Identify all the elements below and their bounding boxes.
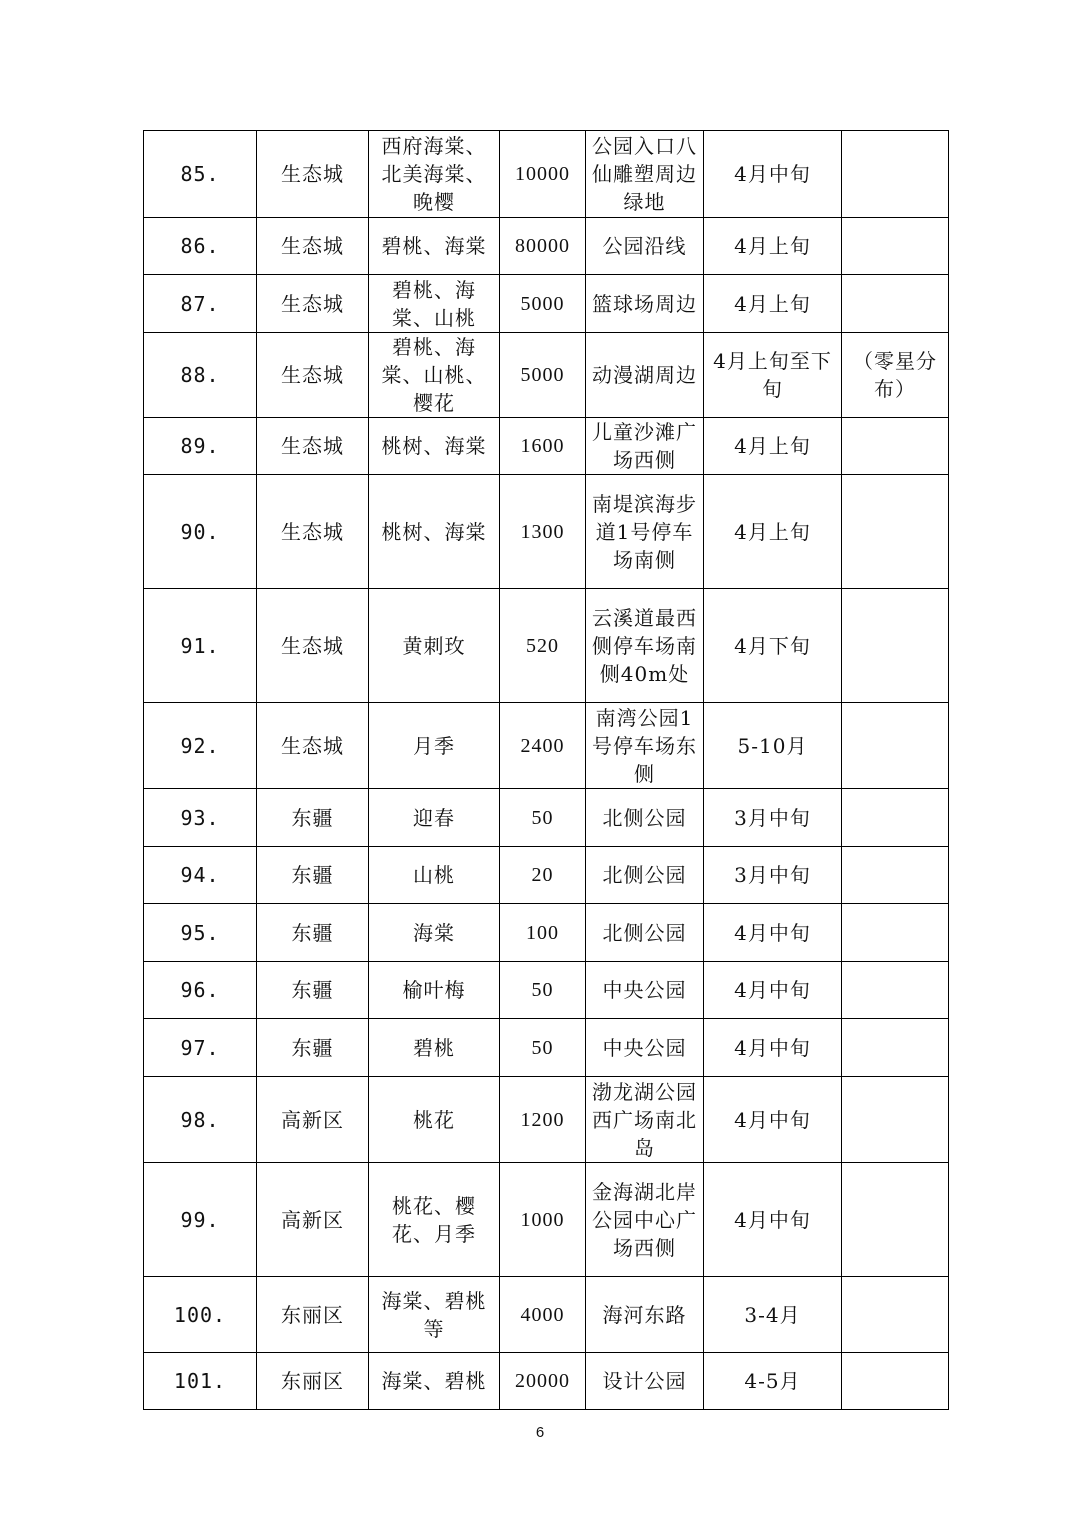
row-index: 98. (144, 1077, 257, 1163)
row-index: 99. (144, 1163, 257, 1277)
table-row (144, 703, 949, 789)
table-body (144, 131, 949, 1410)
quantity-cell: 50 (500, 962, 586, 1019)
table-row (144, 904, 949, 962)
species-cell: 桃树、海棠 (369, 418, 500, 475)
quantity-cell: 100 (500, 904, 586, 962)
note-cell (842, 589, 949, 703)
row-index: 85. (144, 131, 257, 218)
quantity-cell: 1200 (500, 1077, 586, 1163)
species-cell: 碧桃 (369, 1019, 500, 1077)
species-cell: 桃花、樱花、月季 (369, 1163, 500, 1277)
note-cell (842, 904, 949, 962)
location-cell: 公园沿线 (586, 218, 704, 275)
quantity-cell: 2400 (500, 703, 586, 789)
district-cell: 高新区 (257, 1077, 369, 1163)
bloom-period-cell: 4月下旬 (704, 589, 842, 703)
species-cell: 西府海棠、北美海棠、晚樱 (369, 131, 500, 218)
species-cell: 碧桃、海棠、山桃 (369, 275, 500, 333)
district-cell: 生态城 (257, 218, 369, 275)
row-index: 89. (144, 418, 257, 475)
bloom-period-cell: 4月中旬 (704, 904, 842, 962)
bloom-period-cell: 4月中旬 (704, 962, 842, 1019)
note-cell (842, 218, 949, 275)
table-row (144, 589, 949, 703)
bloom-period-cell: 4月中旬 (704, 1077, 842, 1163)
location-cell: 南湾公园1号停车场东侧 (586, 703, 704, 789)
quantity-cell: 10000 (500, 131, 586, 218)
species-cell: 月季 (369, 703, 500, 789)
note-cell (842, 1277, 949, 1353)
location-cell: 中央公园 (586, 962, 704, 1019)
note-cell (842, 1353, 949, 1410)
note-cell: （零星分布） (842, 333, 949, 418)
row-index: 100. (144, 1277, 257, 1353)
quantity-cell: 80000 (500, 218, 586, 275)
location-cell: 公园入口八仙雕塑周边绿地 (586, 131, 704, 218)
note-cell (842, 1019, 949, 1077)
table-row (144, 1277, 949, 1353)
table-row (144, 1353, 949, 1410)
bloom-period-cell: 3月中旬 (704, 847, 842, 904)
district-cell: 生态城 (257, 475, 369, 589)
table-row (144, 847, 949, 904)
row-index: 95. (144, 904, 257, 962)
location-cell: 海河东路 (586, 1277, 704, 1353)
location-cell: 渤龙湖公园西广场南北岛 (586, 1077, 704, 1163)
quantity-cell: 4000 (500, 1277, 586, 1353)
note-cell (842, 962, 949, 1019)
table-row (144, 1163, 949, 1277)
district-cell: 东疆 (257, 1019, 369, 1077)
species-cell: 碧桃、海棠 (369, 218, 500, 275)
location-cell: 设计公园 (586, 1353, 704, 1410)
note-cell (842, 847, 949, 904)
species-cell: 榆叶梅 (369, 962, 500, 1019)
location-cell: 南堤滨海步道1号停车场南侧 (586, 475, 704, 589)
note-cell (842, 475, 949, 589)
district-cell: 东疆 (257, 904, 369, 962)
district-cell: 东丽区 (257, 1353, 369, 1410)
bloom-period-cell: 4月上旬 (704, 418, 842, 475)
bloom-period-cell: 3月中旬 (704, 789, 842, 847)
row-index: 87. (144, 275, 257, 333)
table-row (144, 218, 949, 275)
species-cell: 山桃 (369, 847, 500, 904)
district-cell: 东疆 (257, 962, 369, 1019)
district-cell: 东疆 (257, 847, 369, 904)
district-cell: 生态城 (257, 703, 369, 789)
quantity-cell: 520 (500, 589, 586, 703)
note-cell (842, 1077, 949, 1163)
note-cell (842, 789, 949, 847)
species-cell: 碧桃、海棠、山桃、樱花 (369, 333, 500, 418)
district-cell: 高新区 (257, 1163, 369, 1277)
location-cell: 中央公园 (586, 1019, 704, 1077)
row-index: 86. (144, 218, 257, 275)
row-index: 93. (144, 789, 257, 847)
quantity-cell: 20 (500, 847, 586, 904)
district-cell: 生态城 (257, 275, 369, 333)
district-cell: 生态城 (257, 131, 369, 218)
bloom-period-cell: 4-5月 (704, 1353, 842, 1410)
bloom-period-cell: 3-4月 (704, 1277, 842, 1353)
table-row (144, 418, 949, 475)
note-cell (842, 418, 949, 475)
location-cell: 金海湖北岸公园中心广场西侧 (586, 1163, 704, 1277)
species-cell: 海棠 (369, 904, 500, 962)
row-index: 91. (144, 589, 257, 703)
district-cell: 东疆 (257, 789, 369, 847)
bloom-period-cell: 4月上旬 (704, 218, 842, 275)
quantity-cell: 5000 (500, 333, 586, 418)
district-cell: 生态城 (257, 418, 369, 475)
quantity-cell: 1300 (500, 475, 586, 589)
note-cell (842, 275, 949, 333)
bloom-period-cell: 5-10月 (704, 703, 842, 789)
location-cell: 北侧公园 (586, 904, 704, 962)
table-row (144, 789, 949, 847)
bloom-period-cell: 4月中旬 (704, 1163, 842, 1277)
note-cell (842, 131, 949, 218)
note-cell (842, 1163, 949, 1277)
table-row (144, 1019, 949, 1077)
row-index: 96. (144, 962, 257, 1019)
table-row (144, 275, 949, 333)
bloom-period-cell: 4月上旬 (704, 475, 842, 589)
species-cell: 黄刺玫 (369, 589, 500, 703)
quantity-cell: 50 (500, 1019, 586, 1077)
location-cell: 北侧公园 (586, 789, 704, 847)
species-cell: 海棠、碧桃 (369, 1353, 500, 1410)
row-index: 92. (144, 703, 257, 789)
species-cell: 桃树、海棠 (369, 475, 500, 589)
district-cell: 生态城 (257, 333, 369, 418)
flower-viewing-table (143, 130, 949, 1410)
row-index: 101. (144, 1353, 257, 1410)
quantity-cell: 1000 (500, 1163, 586, 1277)
quantity-cell: 1600 (500, 418, 586, 475)
quantity-cell: 50 (500, 789, 586, 847)
bloom-period-cell: 4月中旬 (704, 131, 842, 218)
species-cell: 桃花 (369, 1077, 500, 1163)
row-index: 90. (144, 475, 257, 589)
species-cell: 迎春 (369, 789, 500, 847)
table-row (144, 131, 949, 218)
location-cell: 儿童沙滩广场西侧 (586, 418, 704, 475)
bloom-period-cell: 4月上旬至下旬 (704, 333, 842, 418)
table-row (144, 962, 949, 1019)
table-row (144, 475, 949, 589)
row-index: 88. (144, 333, 257, 418)
page-number: 6 (535, 1424, 545, 1441)
bloom-period-cell: 4月上旬 (704, 275, 842, 333)
row-index: 94. (144, 847, 257, 904)
table-row (144, 333, 949, 418)
table-row (144, 1077, 949, 1163)
location-cell: 北侧公园 (586, 847, 704, 904)
district-cell: 东丽区 (257, 1277, 369, 1353)
row-index: 97. (144, 1019, 257, 1077)
note-cell (842, 703, 949, 789)
species-cell: 海棠、碧桃等 (369, 1277, 500, 1353)
bloom-period-cell: 4月中旬 (704, 1019, 842, 1077)
quantity-cell: 5000 (500, 275, 586, 333)
location-cell: 云溪道最西侧停车场南侧40m处 (586, 589, 704, 703)
location-cell: 动漫湖周边 (586, 333, 704, 418)
location-cell: 篮球场周边 (586, 275, 704, 333)
district-cell: 生态城 (257, 589, 369, 703)
quantity-cell: 20000 (500, 1353, 586, 1410)
